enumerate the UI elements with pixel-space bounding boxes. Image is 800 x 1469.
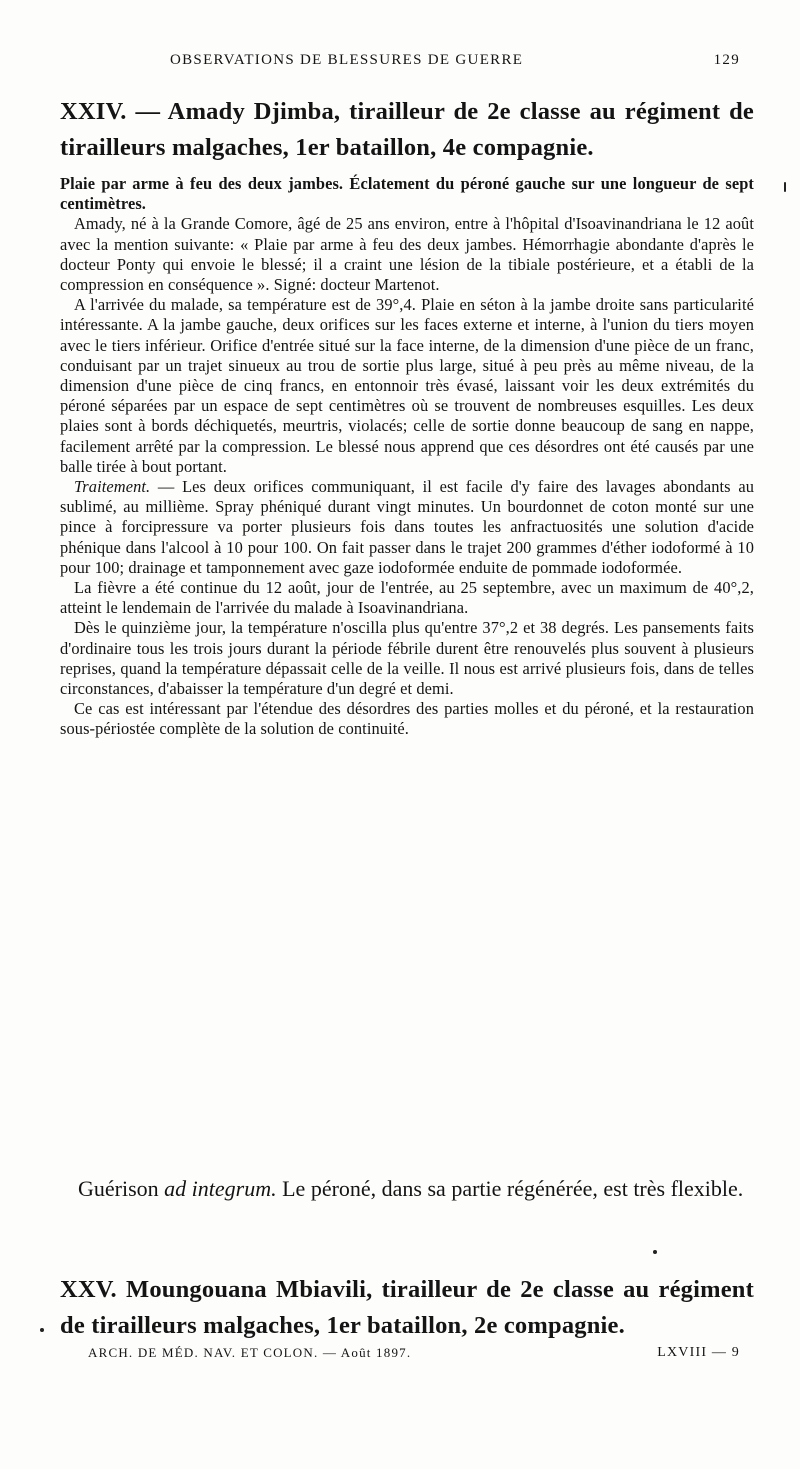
print-speck — [653, 1250, 657, 1254]
treatment-text: — Les deux orifices communiquant, il est facile d'y faire des lavages abondants au sublimé, au millième. Spray phéniqué durant vingt minutes. Un bourdonnet de coton monté sur une pince à forcipressure va porter plusieurs fois dans toutes les anfractuosités une solution d'acide phénique dans l'alcool à 10 pour 100. On fait passer dans le trajet 200 grammes d'éther iodoformé à 10 pour 100; drainage et tamponnement avec gaze iodoformée enduite de pommade iodoformée. — [60, 477, 754, 577]
case-24-heading: XXIV. — Amady Djimba, tirailleur de 2e classe au régiment de tirailleurs malgaches, 1er bataillon, 4e compagnie. — [60, 98, 754, 161]
case-24-body — [60, 174, 754, 740]
conclusion-text: Le péroné, dans sa partie régénérée, est très flexible. — [282, 1176, 744, 1201]
page-number: 129 — [713, 52, 740, 68]
running-head — [60, 52, 740, 76]
case-24-diagnosis — [60, 174, 754, 214]
conclusion-latin: ad integrum. — [164, 1176, 277, 1201]
diagnosis-text: Plaie par arme à feu des deux jambes. Éclatement du péroné gauche sur une longueur de sept centimètres. — [60, 174, 754, 214]
print-speck — [40, 1328, 44, 1332]
case-24-paragraph-admission: Amady, né à la Grande Comore, âgé de 25 ans environ, entre à l'hôpital d'Isoavinandriana le 12 août avec la mention suivante: « Plaie par arme à feu des deux jambes. Hémorrhagie abondante d'après le docteur Ponty qui envoie le blessé; il a craint une lésion de la tibiale postérieure, et a établi de la compression en conséquence ». Signé: docteur Martenot. — [60, 214, 754, 295]
case-24-paragraph-fever: La fièvre a été continue du 12 août, jour de l'entrée, au 25 septembre, avec un maximum de 40°,2, atteint le lendemain de l'arrivée du malade à Isoavinandriana. — [60, 578, 754, 618]
case-25-heading: XXV. Moungouana Mbiavili, tirailleur de 2e classe au régiment de tirailleurs malgaches, 1er bataillon, 2e compagnie. — [60, 1276, 754, 1339]
running-head-title: OBSERVATIONS DE BLESSURES DE GUERRE — [170, 52, 524, 68]
case-24-paragraph-remarks: Ce cas est intéressant par l'étendue des désordres des parties molles et du péroné, et la restauration sous-périostée complète de la solution de continuité. — [60, 699, 754, 739]
footer-journal: ARCH. DE MÉD. NAV. ET COLON. — Août 1897. — [88, 1345, 412, 1360]
case-24-conclusion — [60, 1172, 754, 1206]
treatment-label: Traitement. — [74, 477, 151, 497]
case-24-paragraph-treatment — [60, 477, 754, 578]
case-24-paragraph-temperature: Dès le quinzième jour, la température n'oscilla plus qu'entre 37°,2 et 38 degrés. Les pansements faits d'ordinaire tous les trois jours durant la période fébrile durent être renouvelés plus souvent à plusieurs reprises, quand la température dépassait celle de la veille. Il nous est arrivé plusieurs fois, dans de telles circonstances, d'abaisser la température d'un degré et demi. — [60, 618, 754, 699]
footer-signature: LXVIII — 9 — [657, 1345, 740, 1360]
page-footer — [60, 1345, 740, 1367]
conclusion-label: Guérison — [78, 1176, 159, 1201]
case-24-paragraph-examination: A l'arrivée du malade, sa température est de 39°,4. Plaie en séton à la jambe droite sans particularité intéressante. A la jambe gauche, deux orifices sur les faces externe et interne, à l'union du tiers moyen avec le tiers inférieur. Orifice d'entrée situé sur la face interne, de la dimension d'une pièce de un franc, conduisant par un trajet sinueux au trou de sortie plus large, situé à peu près au même niveau, de la dimension d'une pièce de cinq francs, en entonnoir très évasé, laissant voir les deux extrémités du péroné séparées par un espace de sept centimètres où se trouvent de nombreuses esquilles. Les deux plaies sont à bords déchiquetés, meurtris, violacés; celle de sortie donne beaucoup de sang en nappe, facilement arrêté par la compression. Le blessé nous apprend que ces désordres ont été causés par une balle tirée à bout portant. — [60, 295, 754, 476]
margin-mark — [784, 182, 786, 192]
